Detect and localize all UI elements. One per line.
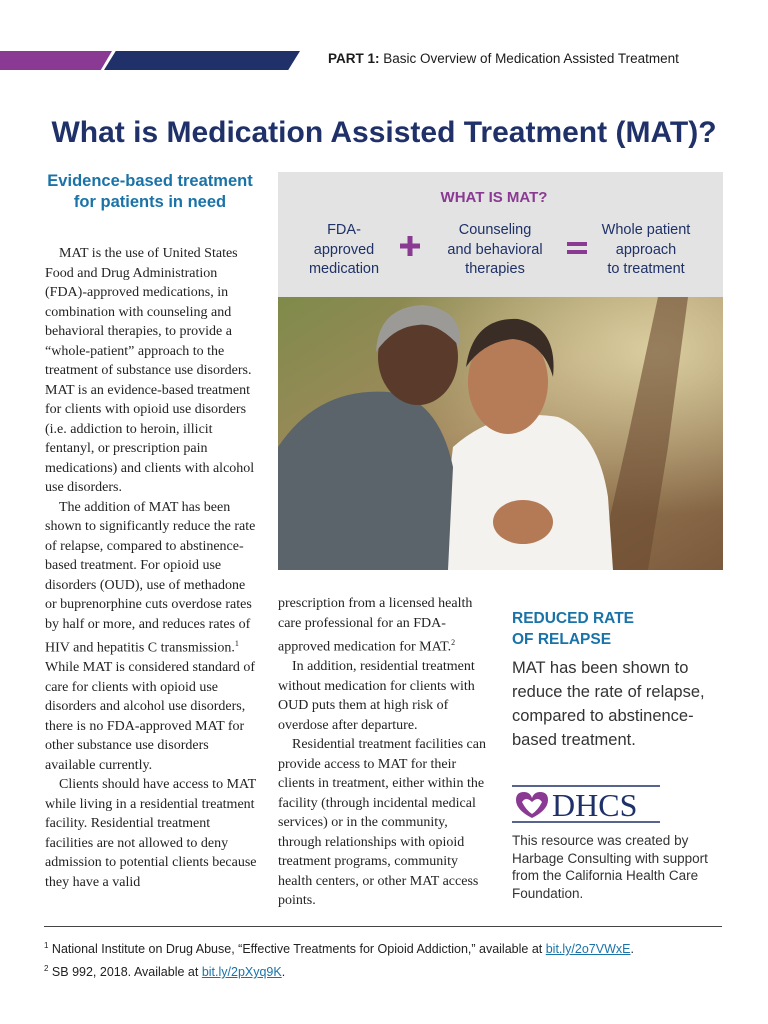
logo-text: DHCS bbox=[552, 787, 638, 823]
page-title: What is Medication Assisted Treatment (MAT)? bbox=[51, 116, 717, 149]
mat-box-title: WHAT IS MAT? bbox=[440, 189, 548, 206]
footnote-2-link[interactable]: bit.ly/2pXyq9K bbox=[201, 965, 282, 980]
paragraph: In addition, residential treatment without medication for clients with OUD puts them at high risk of overdose after departure. bbox=[278, 659, 475, 733]
body-column-1 bbox=[45, 244, 257, 892]
subheading: Evidence-based treatment for patients in need bbox=[47, 172, 253, 211]
part-title: Basic Overview of Medication Assisted Treatment bbox=[383, 51, 679, 66]
relapse-heading: REDUCED RATE OF RELAPSE bbox=[512, 610, 634, 648]
heart-hands-icon bbox=[516, 792, 548, 818]
footnote-ref: 1 bbox=[234, 639, 239, 648]
relapse-text: MAT has been shown to reduce the rate of relapse, compared to abstinence-based treatment. bbox=[512, 659, 705, 749]
mat-item-counseling: Counseling and behavioral therapies bbox=[447, 222, 543, 277]
header-accent-navy bbox=[104, 51, 300, 70]
dhcs-logo bbox=[512, 784, 660, 824]
counseling-photo bbox=[278, 297, 723, 570]
part-label: PART 1: bbox=[328, 51, 380, 66]
footnote-2: $^2$ SB 992, 2018. Available at bit.ly/2pXyq9K. bbox=[44, 964, 286, 980]
footnote-ref: 2 bbox=[451, 638, 456, 647]
footnote-1-link[interactable]: bit.ly/2o7VWxE bbox=[545, 942, 631, 957]
paragraph: MAT is the use of United States Food and Drug Administration (FDA)-approved medications, in combination with counseling and behavioral therapies, to provide a “whole-patient” approach to the treatment of substance use disorders. MAT is an evidence-based treatment for clients with opioid use disorders (i.e. addiction to heroin, illicit fentanyl, or prescription pain medications) and clients with alcohol use disorders. bbox=[45, 246, 255, 495]
header-accent-purple bbox=[0, 51, 112, 70]
paragraph: Residential treatment facilities can provide access to MAT for their clients in treatment, either within the facility (through incidental medical services) or in the community, through relationships with opioid treatment programs, community health centers, or other MAT access points. bbox=[278, 737, 486, 909]
equals-icon bbox=[566, 240, 588, 256]
footnote-divider bbox=[44, 926, 722, 927]
paragraph: prescription from a licensed health care professional for an FDA-approved medication for MAT.$^2$ bbox=[278, 596, 473, 655]
plus-icon bbox=[398, 234, 422, 258]
mat-item-medication: FDA- approved medication bbox=[308, 222, 380, 277]
mat-item-whole-patient: Whole patient approach to treatment bbox=[601, 222, 691, 277]
footnote-1: $^1$ National Institute on Drug Abuse, “Effective Treatments for Opioid Addiction,” available at bit.ly/2o7VWxE. bbox=[44, 941, 634, 957]
paragraph: The addition of MAT has been shown to significantly reduce the rate of relapse, compared to abstinence-based treatment. For opioid use disorders (OUD), use of methadone or buprenorphine cuts overdose rates by half or more, and reduces rates of HIV and hepatitis C transmission.$^1$ While MAT is considered standard of care for clients with opioid use disorders and alcohol use disorders, there is no FDA-approved MAT for other substance use disorders available currently. bbox=[45, 499, 256, 773]
paragraph: Clients should have access to MAT while living in a residential treatment facility. Residential treatment facilities are not allowed to deny admission to potential clients because they have a valid bbox=[45, 777, 257, 890]
body-column-2 bbox=[278, 594, 492, 911]
part-heading bbox=[328, 51, 748, 66]
credit-text: This resource was created by Harbage Consulting with support from the California Health Care Foundation. bbox=[512, 833, 708, 901]
